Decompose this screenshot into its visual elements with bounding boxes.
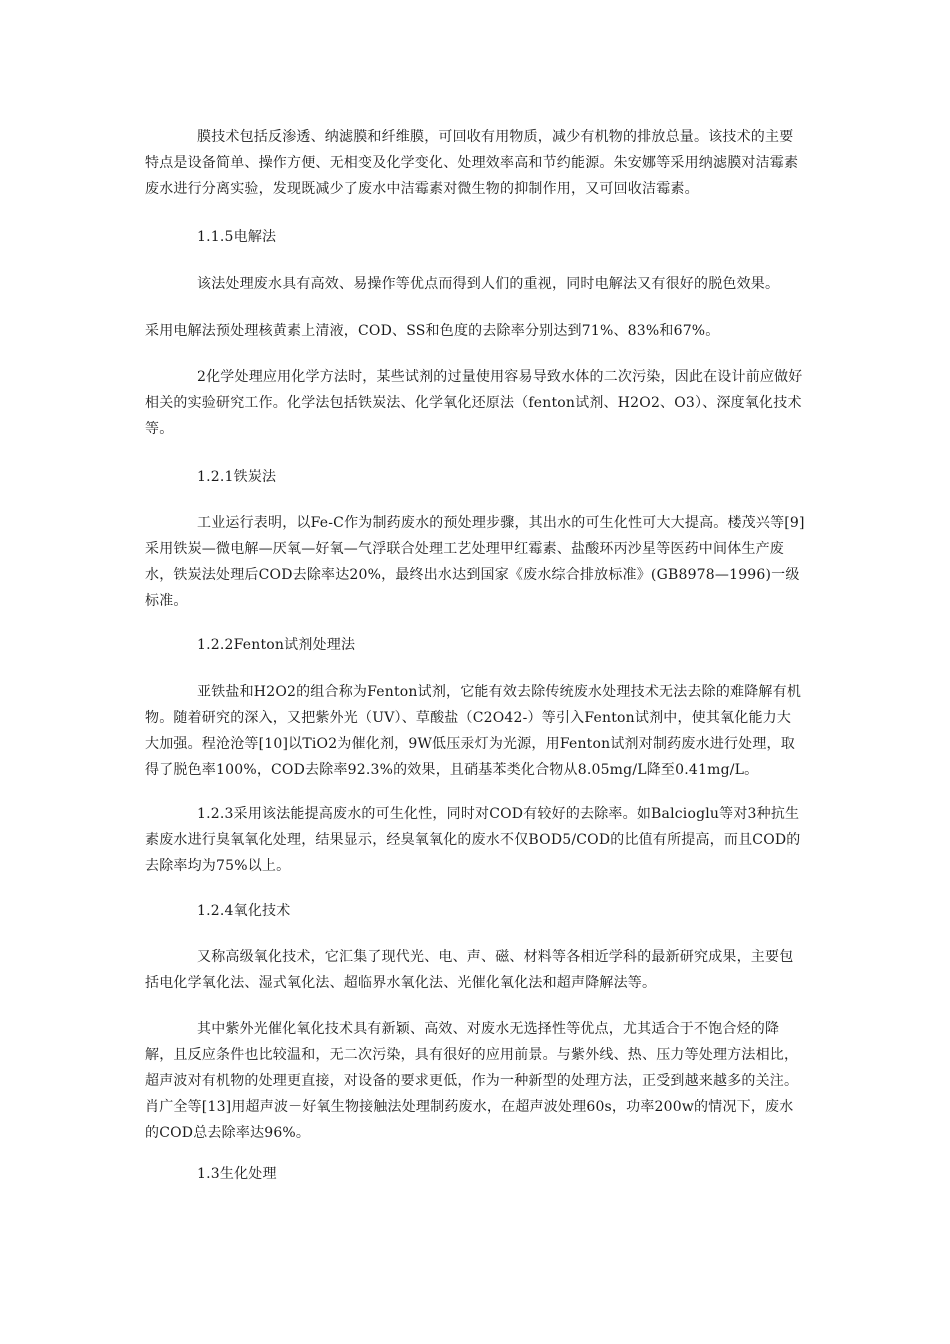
heading-1-2-1: 1.2.1铁炭法: [197, 469, 277, 485]
paragraph-1-2-3: 1.2.3采用该法能提高废水的可生化性，同时对COD有较好的去除率。如Balcioglu等对3种抗生素废水进行臭氧氧化处理，结果显示，经臭氧氧化的废水不仅BOD5/COD的比值有所提高，而且COD的去除率均为75%以上。: [145, 806, 801, 874]
paragraph-uv-ultrasound: 其中紫外光催化氧化技术具有新颖、高效、对废水无选择性等优点，尤其适合于不饱合烃的降解，且反应条件也比较温和，无二次污染，具有很好的应用前景。与紫外线、热、压力等处理方法相比，超声波对有机物的处理更直接，对设备的要求更低，作为一种新型的处理方法，正受到越来越多的关注。肖广全等[13]用超声波－好氧生物接触法处理制药废水，在超声波处理60s，功率200w的情况下，废水的COD总去除率达96%。: [145, 1021, 799, 1141]
paragraph-fenton: 亚铁盐和H2O2的组合称为Fenton试剂，它能有效去除传统废水处理技术无法去除的难降解有机物。随着研究的深入，又把紫外光（UV）、草酸盐（C2O42-）等引入Fenton试剂中，使其氧化能力大大加强。程沧沧等[10]以TiO2为催化剂，9W低压汞灯为光源，用Fenton试剂对制药废水进行处理，取得了脱色率100%，COD去除率92.3%的效果，且硝基苯类化合物从8.05mg/L降至0.41mg/L。: [145, 684, 802, 778]
paragraph-advanced-oxidation: 又称高级氧化技术，它汇集了现代光、电、声、磁、材料等各相近学科的最新研究成果，主要包括电化学氧化法、湿式氧化法、超临界水氧化法、光催化氧化法和超声降解法等。: [145, 949, 794, 991]
heading-1-1-5: 1.1.5电解法: [197, 229, 277, 245]
paragraph-electrolysis-result: 采用电解法预处理核黄素上清液，COD、SS和色度的去除率分别达到71%、83%和67%。: [145, 323, 720, 339]
heading-1-2-4: 1.2.4氧化技术: [197, 903, 291, 919]
heading-1-2-2: 1.2.2Fenton试剂处理法: [197, 637, 356, 653]
paragraph-chemical-treatment: 2化学处理应用化学方法时，某些试剂的过量使用容易导致水体的二次污染，因此在设计前应做好相关的实验研究工作。化学法包括铁炭法、化学氧化还原法（fenton试剂、H2O2、O3）、深度氧化技术等。: [145, 369, 803, 437]
paragraph-membrane: 膜技术包括反渗透、纳滤膜和纤维膜，可回收有用物质，减少有机物的排放总量。该技术的主要特点是设备简单、操作方便、无相变及化学变化、处理效率高和节约能源。朱安娜等采用纳滤膜对洁霉素废水进行分离实验，发现既减少了废水中洁霉素对微生物的抑制作用，又可回收洁霉素。: [145, 129, 799, 197]
paragraph-iron-carbon: 工业运行表明，以Fe-C作为制药废水的预处理步骤，其出水的可生化性可大大提高。楼茂兴等[9]采用铁炭—微电解—厌氧—好氧—气浮联合处理工艺处理甲红霉素、盐酸环丙沙星等医药中间体生产废水，铁炭法处理后COD去除率达20%，最终出水达到国家《废水综合排放标准》(GB8978—1996)一级标准。: [145, 515, 805, 609]
heading-1-3: 1.3生化处理: [197, 1166, 277, 1182]
paragraph-electrolysis: 该法处理废水具有高效、易操作等优点而得到人们的重视，同时电解法又有很好的脱色效果。: [197, 276, 780, 292]
